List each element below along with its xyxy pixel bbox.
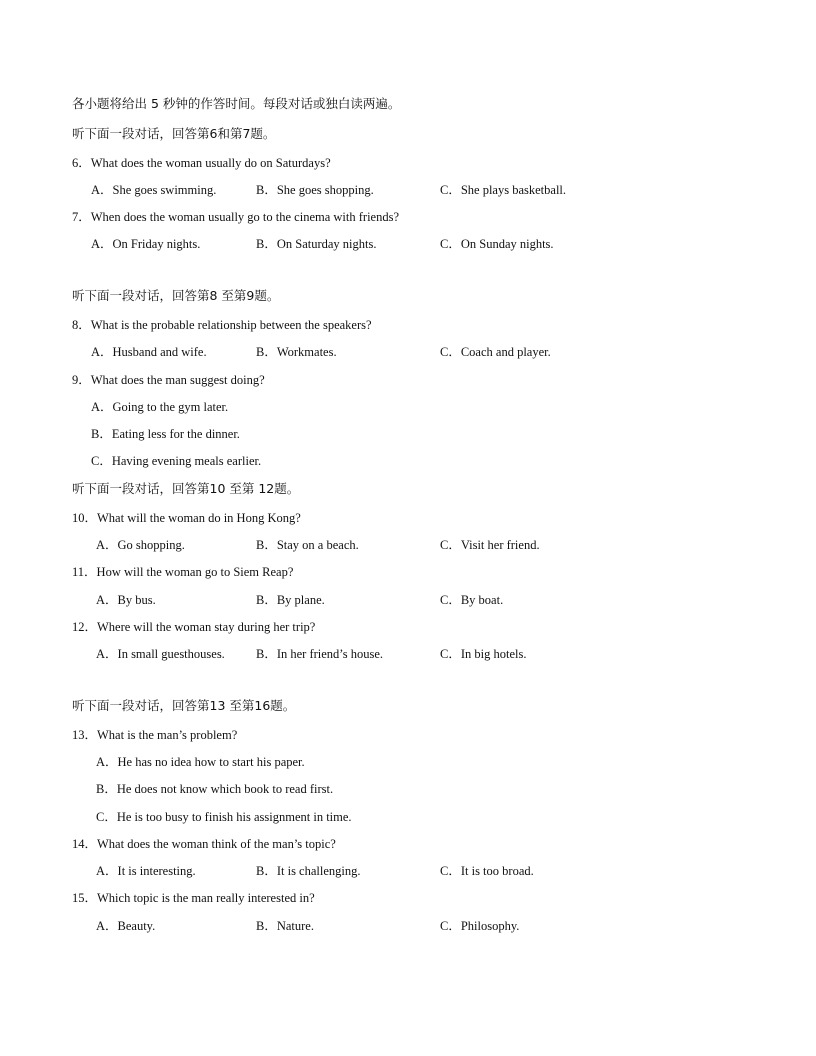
question-7-stem: 7．When does the woman usually go to the cinema with friends?	[72, 210, 400, 224]
question-6-stem: 6．What does the woman usually do on Saturdays?	[72, 156, 331, 170]
question-14-option-a: A．It is interesting.	[96, 864, 196, 878]
question-7-option-b: B．On Saturday nights.	[256, 237, 377, 251]
question-11-stem: 11．How will the woman go to Siem Reap?	[72, 565, 294, 579]
question-11-option-c: C．By boat.	[440, 593, 504, 607]
question-14-stem: 14．What does the woman think of the man’s topic?	[72, 837, 336, 851]
section-heading-6-7: 听下面一段对话，回答第6和第7题。	[72, 126, 276, 141]
question-11-option-b: B．By plane.	[256, 593, 325, 607]
question-15-option-b: B．Nature.	[256, 919, 314, 933]
question-10-option-a: A．Go shopping.	[96, 538, 185, 552]
section-heading-13-16: 听下面一段对话，回答第13 至第16题。	[72, 698, 296, 713]
question-13-option-a: A．He has no idea how to start his paper.	[96, 755, 305, 769]
question-8-stem: 8．What is the probable relationship between the speakers?	[72, 318, 372, 332]
question-7-option-a: A．On Friday nights.	[91, 237, 201, 251]
question-9-stem: 9．What does the man suggest doing?	[72, 373, 265, 387]
question-11-option-a: A．By bus.	[96, 593, 156, 607]
question-6-option-c: C．She plays basketball.	[440, 183, 567, 197]
question-15-stem: 15．Which topic is the man really interested in?	[72, 891, 315, 905]
question-15-option-a: A．Beauty.	[96, 919, 156, 933]
question-12-stem: 12．Where will the woman stay during her trip?	[72, 620, 316, 634]
question-9-option-b: B．Eating less for the dinner.	[91, 427, 240, 441]
question-8-option-a: A．Husband and wife.	[91, 345, 207, 359]
question-8-option-b: B．Workmates.	[256, 345, 337, 359]
question-15-option-c: C．Philosophy.	[440, 919, 520, 933]
question-12-option-b: B．In her friend’s house.	[256, 647, 384, 661]
question-6-option-a: A．She goes swimming.	[91, 183, 217, 197]
instructions-text: 各小题将给出 5 秒钟的作答时间。每段对话或独白读两遍。	[72, 96, 401, 111]
question-7-option-c: C．On Sunday nights.	[440, 237, 554, 251]
section-heading-10-12: 听下面一段对话，回答第10 至第 12题。	[72, 481, 300, 496]
question-13-option-b: B．He does not know which book to read first.	[96, 782, 334, 796]
question-9-option-a: A．Going to the gym later.	[91, 400, 229, 414]
question-13-option-c: C．He is too busy to finish his assignment in time.	[96, 810, 352, 824]
section-heading-8-9: 听下面一段对话，回答第8 至第9题。	[72, 288, 280, 303]
question-10-option-c: C．Visit her friend.	[440, 538, 540, 552]
question-6-option-b: B．She goes shopping.	[256, 183, 374, 197]
question-9-option-c: C．Having evening meals earlier.	[91, 454, 262, 468]
question-10-stem: 10．What will the woman do in Hong Kong?	[72, 511, 301, 525]
question-12-option-a: A．In small guesthouses.	[96, 647, 225, 661]
question-10-option-b: B．Stay on a beach.	[256, 538, 359, 552]
question-14-option-c: C．It is too broad.	[440, 864, 534, 878]
question-12-option-c: C．In big hotels.	[440, 647, 527, 661]
question-8-option-c: C．Coach and player.	[440, 345, 551, 359]
question-13-stem: 13．What is the man’s problem?	[72, 728, 238, 742]
question-14-option-b: B．It is challenging.	[256, 864, 361, 878]
